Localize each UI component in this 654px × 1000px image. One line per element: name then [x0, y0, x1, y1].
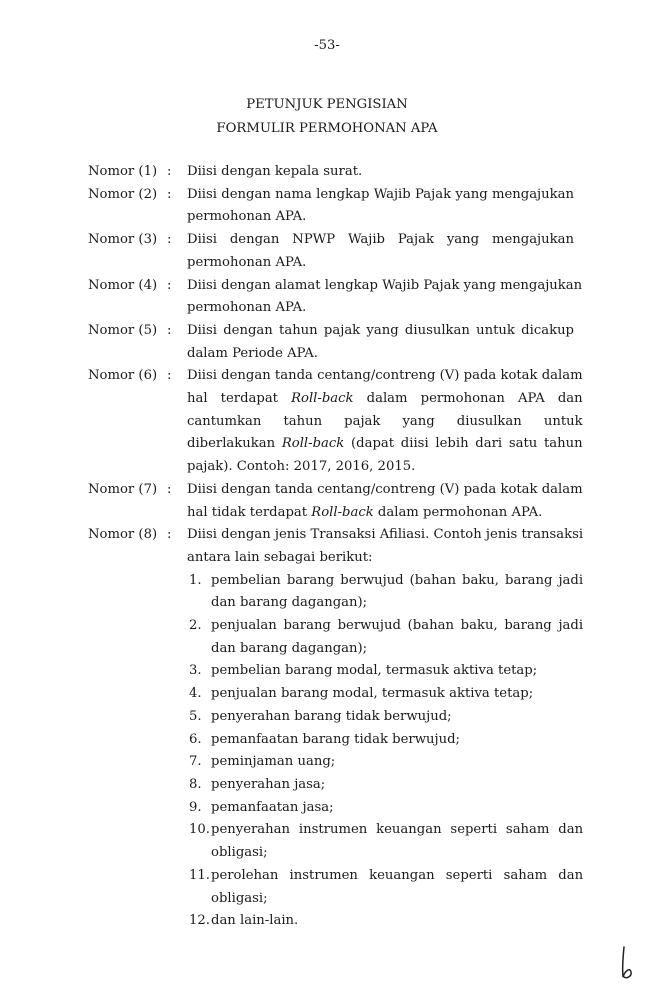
list-text: [211, 819, 583, 864]
list-item: [187, 729, 583, 752]
text-line: antara lain sebagai berikut:: [187, 549, 373, 565]
entry-colon: :: [167, 164, 172, 179]
list-number: 4.: [189, 686, 202, 702]
entry-label: Nomor (8): [88, 527, 158, 543]
list-text: [211, 774, 583, 797]
entry-colon: :: [167, 368, 172, 384]
list-text: [211, 570, 583, 615]
entry-row: [88, 524, 584, 933]
text-line: permohonan APA.: [187, 300, 307, 316]
text-line: pembelian barang modal, termasuk aktiva tetap;: [211, 663, 538, 679]
text-line: obligasi;: [211, 890, 268, 906]
entry-colon: :: [167, 481, 172, 497]
text-line: pemanfaatan jasa;: [211, 799, 334, 815]
text-line: pembelian barang berwujud (bahan baku, barang jadi: [211, 572, 584, 588]
instruction-list: [88, 161, 584, 933]
list-item: [187, 774, 583, 797]
list-number: 10.: [189, 822, 210, 838]
list-item: [187, 660, 583, 683]
handwritten-initial: [618, 945, 638, 981]
text-line: Diisi dengan kepala surat.: [187, 164, 363, 179]
title-line-1: PETUNJUK PENGISIAN: [246, 97, 408, 112]
entry-label: Nomor (4): [88, 277, 158, 293]
text-line: pajak). Contoh: 2017, 2016, 2015.: [187, 459, 416, 475]
text-segment: dalam permohonan APA.: [373, 504, 543, 520]
list-number: 11.: [189, 867, 210, 883]
list-item: [187, 615, 583, 660]
text-line: Diisi dengan nama lengkap Wajib Pajak yang mengajukan: [187, 186, 574, 202]
list-item: [187, 819, 583, 864]
entry-colon: :: [167, 186, 172, 202]
entry-colon: :: [167, 322, 172, 338]
list-text: [211, 683, 583, 706]
entry-label: Nomor (2): [88, 186, 158, 202]
entry-text: [187, 365, 583, 479]
entry-label: Nomor (5): [88, 322, 158, 338]
entry-text: [187, 161, 574, 184]
list-number: 8.: [189, 776, 202, 792]
entry-row: [88, 229, 574, 274]
entry-row: [88, 479, 583, 524]
entry-text: [187, 229, 574, 274]
text-line: dan barang dagangan);: [211, 595, 368, 611]
entry-row: [88, 161, 574, 184]
text-segment: dalam permohonan APA dan: [353, 391, 583, 407]
text-line: [187, 388, 583, 411]
text-line: [187, 433, 583, 456]
document-title: [0, 93, 654, 141]
list-text: [211, 865, 583, 910]
title-line-2: FORMULIR PERMOHONAN APA: [216, 121, 438, 136]
text-line: penjualan barang modal, termasuk aktiva tetap;: [211, 686, 534, 702]
text-line: peminjaman uang;: [211, 754, 336, 770]
text-line: dalam Periode APA.: [187, 345, 318, 361]
list-number: 5.: [189, 708, 202, 724]
entry-text: [187, 184, 574, 229]
list-number: 7.: [189, 754, 202, 770]
list-text: [211, 706, 583, 729]
entry-label: Nomor (3): [88, 232, 158, 248]
list-number: 1.: [189, 572, 202, 588]
italic-term: Roll-back: [291, 391, 354, 407]
list-item: [187, 706, 583, 729]
entry-text: [187, 320, 574, 365]
text-line: penyerahan instrumen keuangan seperti saham dan: [211, 822, 584, 838]
entry-text: [187, 524, 583, 933]
entry-text: [187, 479, 583, 524]
list-text: [211, 729, 583, 752]
entry-row: [88, 320, 574, 365]
list-number: 12.: [189, 913, 210, 929]
text-line: permohonan APA.: [187, 209, 307, 225]
entry-row: [88, 184, 574, 229]
entry-text: [187, 275, 582, 320]
italic-term: Roll-back: [281, 436, 345, 452]
text-segment: hal tidak terdapat: [187, 504, 312, 520]
text-line: dan lain-lain.: [211, 913, 299, 929]
list-text: [211, 615, 583, 660]
list-number: 9.: [189, 799, 202, 815]
entry-row: [88, 365, 583, 479]
list-item: [187, 910, 583, 933]
entry-colon: :: [167, 277, 172, 293]
list-item: [187, 797, 583, 820]
text-segment: diberlakukan: [187, 436, 282, 452]
text-line: dan barang dagangan);: [211, 640, 368, 656]
entry-colon: :: [167, 527, 172, 543]
list-number: 2.: [189, 618, 202, 634]
page-number: -53-: [314, 38, 340, 53]
text-line: permohonan APA.: [187, 254, 307, 270]
text-line: obligasi;: [211, 845, 268, 861]
list-item: [187, 570, 583, 615]
text-segment: (dapat diisi lebih dari satu tahun: [344, 436, 583, 452]
list-item: [187, 865, 583, 910]
text-line: penjualan barang berwujud (bahan baku, barang jadi: [211, 618, 584, 634]
list-item: [187, 751, 583, 774]
text-line: Diisi dengan tanda centang/contreng (V) pada kotak dalam: [187, 481, 583, 497]
text-line: penyerahan barang tidak berwujud;: [211, 708, 452, 724]
list-text: [211, 751, 583, 774]
text-segment: hal terdapat: [187, 391, 292, 407]
entry-label: Nomor (7): [88, 481, 158, 497]
entry-row: [88, 275, 583, 320]
text-line: [187, 502, 583, 525]
list-number: 6.: [189, 731, 202, 747]
text-line: Diisi dengan jenis Transaksi Afiliasi. Contoh jenis transaksi: [187, 527, 584, 543]
text-line: perolehan instrumen keuangan seperti saham dan: [211, 867, 584, 883]
list-item: [187, 683, 583, 706]
text-line: Diisi dengan alamat lengkap Wajib Pajak yang mengajukan: [187, 277, 583, 293]
entry-label: Nomor (6): [88, 368, 158, 384]
entry-colon: :: [167, 232, 172, 248]
text-line: cantumkan tahun pajak yang diusulkan untuk: [187, 413, 583, 429]
list-text: [211, 910, 583, 933]
list-number: 3.: [189, 663, 202, 679]
italic-term: Roll-back: [311, 504, 374, 520]
entry-label: Nomor (1): [88, 164, 158, 179]
list-text: [211, 660, 583, 683]
text-line: pemanfaatan barang tidak berwujud;: [211, 731, 460, 747]
text-line: Diisi dengan NPWP Wajib Pajak yang mengajukan: [187, 232, 574, 248]
text-line: Diisi dengan tahun pajak yang diusulkan untuk dicakup: [187, 322, 574, 338]
text-line: penyerahan jasa;: [211, 776, 326, 792]
list-text: [211, 797, 583, 820]
text-line: Diisi dengan tanda centang/contreng (V) pada kotak dalam: [187, 368, 583, 384]
